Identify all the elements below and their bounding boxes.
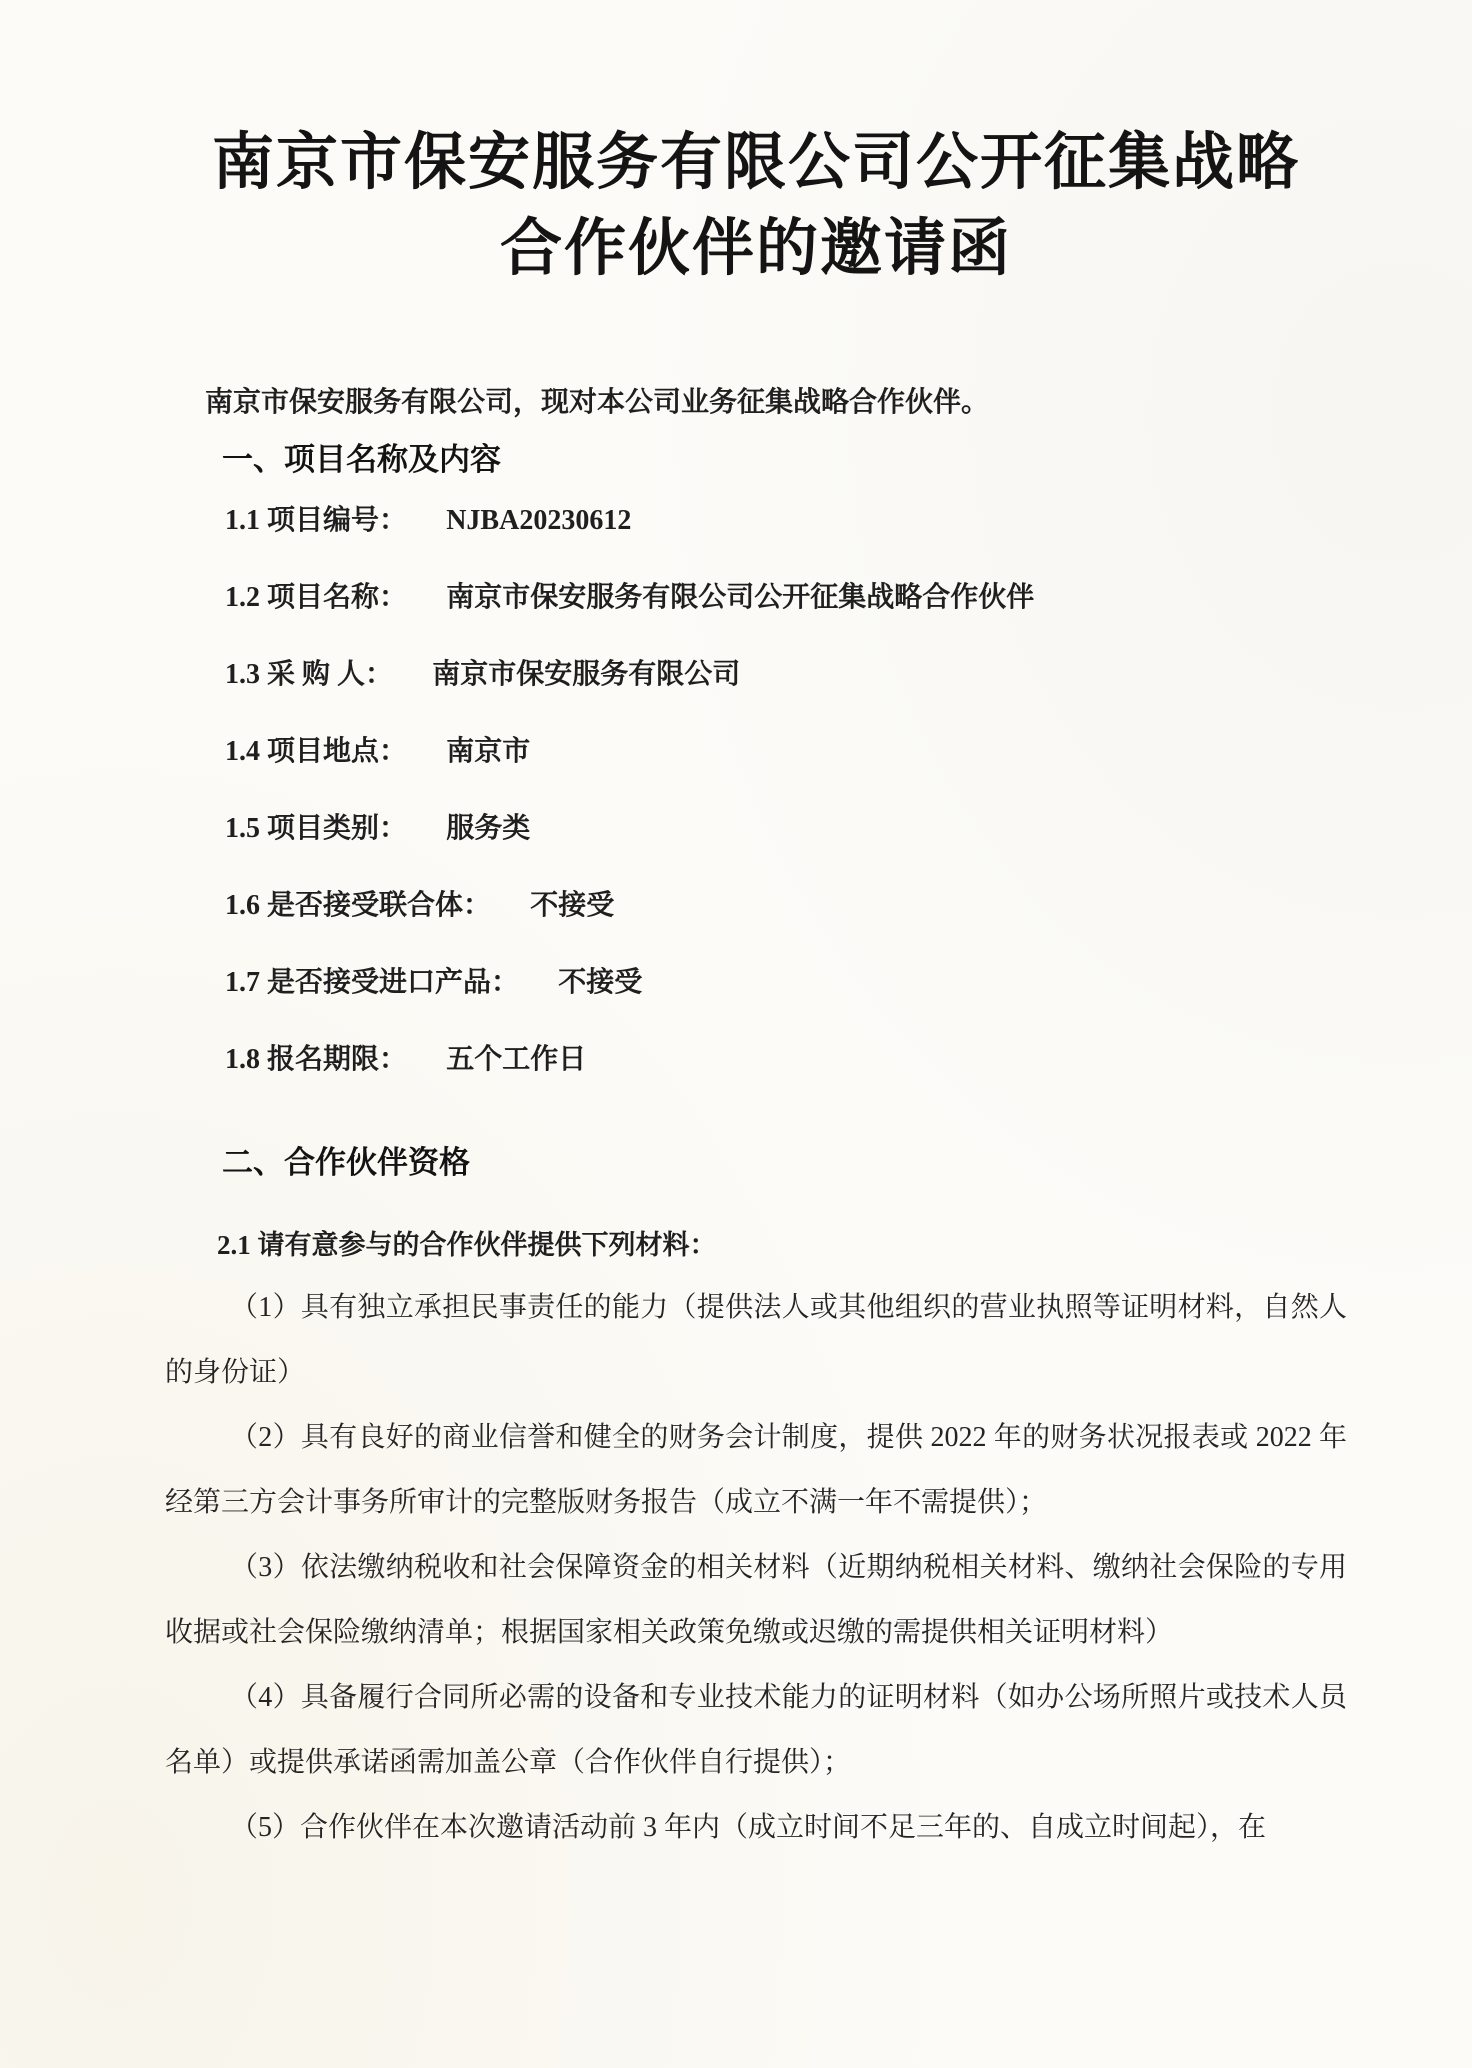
project-item-registration-period [225,1043,1347,1077]
document-title-line-2: 合作伙伴的邀请函 [499,215,1012,283]
project-info-list [225,504,1347,1077]
project-item-purchaser [225,658,1347,692]
item-label: 1.5 项目类别： [225,813,408,844]
requirement-paragraph-3: （3）依法缴纳税收和社会保障资金的相关材料（近期纳税相关材料、缴纳社会保险的专用收据或社会保险缴纳清单；根据国家相关政策免缴或迟缴的需提供相关证明材料） [165,1552,1347,1648]
requirements-list [165,1275,1347,1860]
requirement-paragraph-4: （4）具备履行合同所必需的设备和专业技术能力的证明材料（如办公场所照片或技术人员名单）或提供承诺函需加盖公章（合作伙伴自行提供）； [165,1682,1347,1778]
item-value: 南京市保安服务有限公司 [432,659,741,690]
project-item-imported-products [225,966,1347,1000]
requirement-paragraph-1: （1）具有独立承担民事责任的能力（提供法人或其他组织的营业执照等证明材料，自然人的身份证） [165,1292,1347,1388]
project-item-number [225,504,1347,538]
item-label: 1.7 是否接受进口产品： [225,967,520,998]
project-item-consortium [225,889,1347,923]
item-value: 南京市保安服务有限公司公开征集战略合作伙伴 [446,582,1035,613]
item-label: 1.2 项目名称： [225,582,408,613]
item-label: 1.4 项目地点： [225,736,408,767]
project-item-name [225,581,1347,615]
item-label: 1.1 项目编号： [225,505,408,536]
item-value: NJBA20230612 [446,505,632,536]
section-1-heading: 一、项目名称及内容 [222,442,501,477]
section-2-heading: 二、合作伙伴资格 [222,1145,470,1180]
item-value: 服务类 [446,813,531,844]
item-value: 五个工作日 [446,1044,587,1075]
project-item-location [225,735,1347,769]
item-label: 1.3 采 购 人： [225,659,394,690]
document-title [165,120,1347,292]
requirement-paragraph-5: （5）合作伙伴在本次邀请活动前 3 年内（成立时间不足三年的、自成立时间起），在 [230,1812,1267,1843]
item-label: 1.8 报名期限： [225,1044,408,1075]
document-content [0,120,1472,1860]
requirement-paragraph-2: （2）具有良好的商业信誉和健全的财务会计制度，提供 2022 年的财务状况报表或 2022 年经第三方会计事务所审计的完整版财务报告（成立不满一年不需提供）； [165,1422,1347,1518]
item-value: 不接受 [558,967,643,998]
intro-paragraph: 南京市保安服务有限公司，现对本公司业务征集战略合作伙伴。 [205,387,990,418]
document-title-line-1: 南京市保安服务有限公司公开征集战略 [211,129,1300,197]
item-label: 1.6 是否接受联合体： [225,890,492,921]
project-item-category [225,812,1347,846]
item-value: 南京市 [446,736,531,767]
item-value: 不接受 [530,890,615,921]
section-2-lead: 2.1 请有意参与的合作伙伴提供下列材料： [217,1230,717,1260]
